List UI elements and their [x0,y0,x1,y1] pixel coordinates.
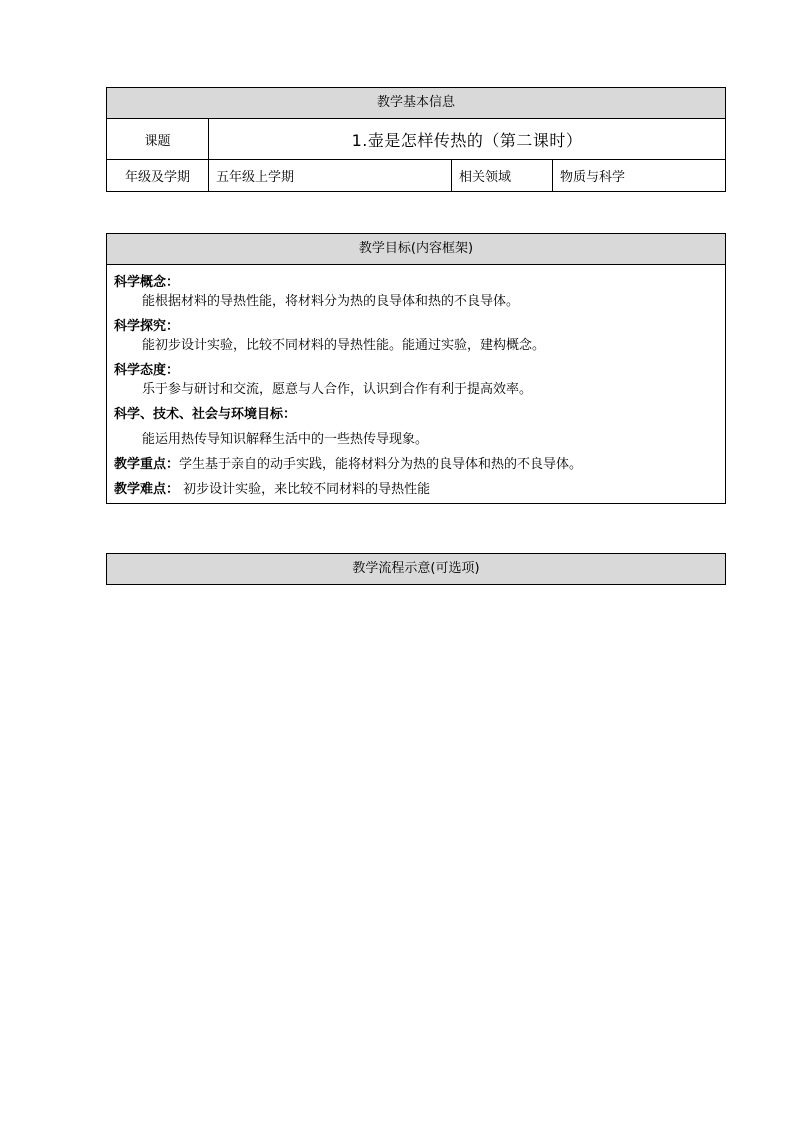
topic-row [107,119,725,160]
objectives-table [106,233,726,504]
section-text: 能根据材料的导热性能，将材料分为热的良导体和热的不良导体。 [142,294,520,309]
objective-section-inquiry [114,317,719,355]
objective-section-concept [114,273,719,311]
objective-section-attitude [114,361,719,399]
grade-label: 年级及学期 [107,160,209,191]
key-point-row [114,455,719,474]
basic-info-table [106,87,726,192]
objectives-body [107,265,725,503]
topic-label: 课题 [107,119,209,159]
section-text: 乐于参与研讨和交流，愿意与人合作，认识到合作有利于提高效率。 [142,382,533,397]
topic-value: 1.壶是怎样传热的（第二课时） [351,130,583,150]
difficulty-row [114,480,719,499]
objective-section-stse [114,405,719,449]
section-text: 能初步设计实验，比较不同材料的导热性能。能通过实验，建构概念。 [142,338,546,353]
flow-table [106,553,726,585]
key-point-text: 学生基于亲自的动手实践，能将材料分为热的良导体和热的不良导体。 [179,457,583,472]
section-text: 能运用热传导知识解释生活中的一些热传导现象。 [142,432,429,447]
field-label: 相关领域 [452,160,553,191]
section-heading: 科学、技术、社会与环境目标： [114,407,297,422]
section-heading: 科学概念： [114,275,180,290]
section-heading: 科学探究： [114,319,180,334]
key-point-label: 教学重点： [114,457,180,472]
field-value: 物质与科学 [560,170,626,185]
difficulty-label: 教学难点： [114,482,180,497]
objectives-header: 教学目标(内容框架) [107,234,725,265]
difficulty-text: 初步设计实验，来比较不同材料的导热性能 [179,482,431,497]
section-heading: 科学态度： [114,363,180,378]
basic-info-header: 教学基本信息 [107,88,725,119]
grade-value: 五年级上学期 [209,160,452,191]
grade-row [107,160,725,191]
flow-header: 教学流程示意(可选项) [107,554,725,584]
